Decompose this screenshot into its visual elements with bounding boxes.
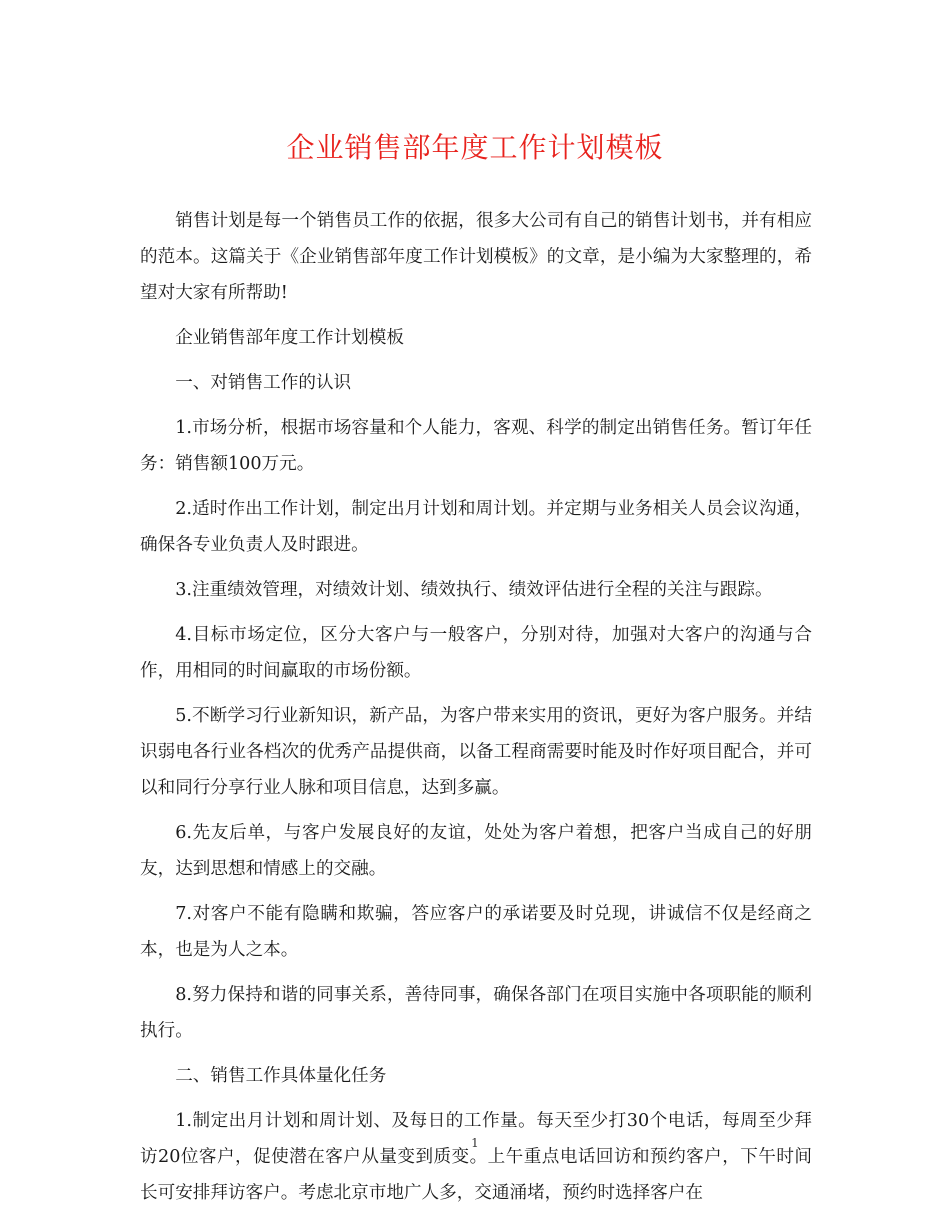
paragraph-item-4: 4.目标市场定位，区分大客户与一般客户，分别对待，加强对大客户的沟通与合作，用相同的时间赢取的市场份额。 (140, 625, 812, 681)
paragraph-item-5: 5.不断学习行业新知识，新产品，为客户带来实用的资讯，更好为客户服务。并结识弱电各行业各档次的优秀产品提供商，以备工程商需要时能及时作好项目配合，并可以和同行分享行业人脉和项目信息，达到多赢。 (140, 706, 812, 798)
paragraph-item-3: 3.注重绩效管理，对绩效计划、绩效执行、绩效评估进行全程的关注与跟踪。 (175, 580, 773, 600)
paragraph-item-7: 7.对客户不能有隐瞒和欺骗，答应客户的承诺要及时兑现，讲诚信不仅是经商之本，也是为人之本。 (140, 904, 812, 960)
paragraph-task-1: 1.制定出月计划和周计划、及每日的工作量。每天至少打30个电话，每周至少拜访20位客户，促使潜在客户从量变到质变。上午重点电话回访和预约客户，下午时间长可安排拜访客户。考虑北京市地广人多，交通涌堵，预约时选择客户在 (140, 1111, 812, 1203)
subtitle-paragraph: 企业销售部年度工作计划模板 (175, 328, 404, 348)
document-title: 企业销售部年度工作计划模板 (286, 131, 664, 164)
paragraph-item-2: 2.适时作出工作计划，制定出月计划和周计划。并定期与业务相关人员会议沟通，确保各专业负责人及时跟进。 (140, 499, 812, 555)
section-heading-2: 二、销售工作具体量化任务 (175, 1066, 387, 1086)
paragraph-item-8: 8.努力保持和谐的同事关系，善待同事，确保各部门在项目实施中各项职能的顺利执行。 (140, 985, 812, 1041)
page-number: 1 (471, 1136, 479, 1150)
document-body (140, 203, 812, 1220)
section-heading-1: 一、对销售工作的认识 (175, 373, 352, 393)
paragraph-item-1: 1.市场分析，根据市场容量和个人能力，客观、科学的制定出销售任务。暂订年任务：销售额100万元。 (140, 418, 812, 474)
paragraph-item-6: 6.先友后单，与客户发展良好的友谊，处处为客户着想，把客户当成自己的好朋友，达到思想和情感上的交融。 (140, 823, 812, 879)
intro-paragraph: 销售计划是每一个销售员工作的依据，很多大公司有自己的销售计划书，并有相应的范本。这篇关于《企业销售部年度工作计划模板》的文章，是小编为大家整理的，希望对大家有所帮助! (140, 211, 812, 303)
